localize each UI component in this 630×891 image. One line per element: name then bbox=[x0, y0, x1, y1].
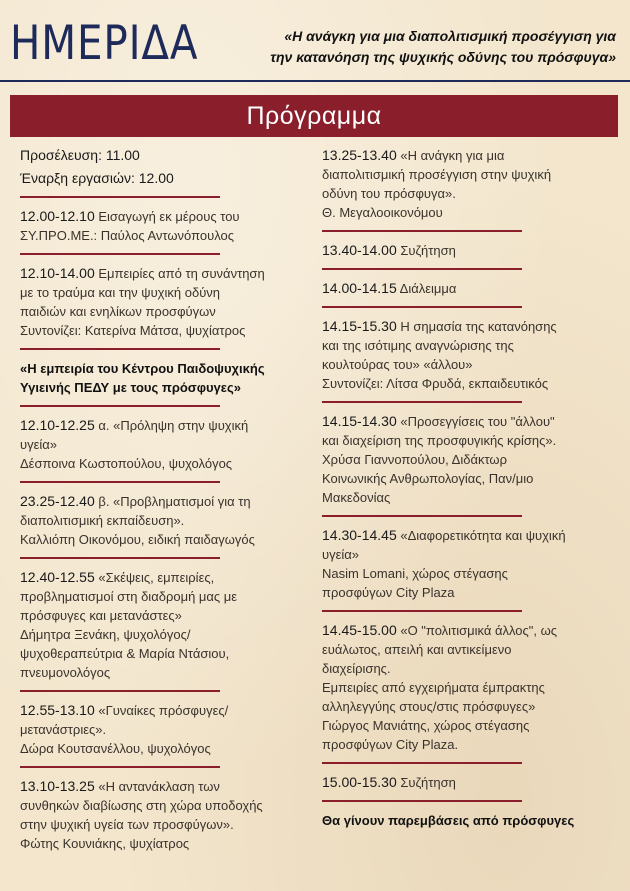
entry-text: Εμπειρίες από τη συνάντηση bbox=[94, 266, 265, 281]
program-entry bbox=[322, 621, 609, 754]
program-entry bbox=[20, 416, 307, 473]
entry-moderator: Συντονίζει: Κατερίνα Μάτσα, ψυχίατρος bbox=[20, 323, 246, 338]
divider bbox=[20, 557, 220, 559]
entry-time: 13.40-14.00 bbox=[322, 242, 397, 258]
program-column-right bbox=[322, 146, 609, 830]
entry-text: παιδιών και ενηλίκων προσφύγων bbox=[20, 304, 216, 319]
divider bbox=[20, 481, 220, 483]
entry-time: 14.30-14.45 bbox=[322, 527, 397, 543]
divider bbox=[20, 196, 220, 198]
divider bbox=[322, 610, 522, 612]
entry-text: α. «Πρόληψη στην ψυχική bbox=[94, 418, 249, 433]
divider bbox=[322, 306, 522, 308]
page-title: ΗΜΕΡΙΔΑ bbox=[10, 16, 199, 71]
tagline-line: την κατανόηση της ψυχικής οδύνης του πρόσφυγα» bbox=[270, 49, 616, 65]
program-entry bbox=[322, 279, 609, 298]
entry-text: πρόσφυγες και μετανάστες» bbox=[20, 608, 182, 623]
program-entry bbox=[20, 207, 307, 245]
entry-speaker: Nasim Lomani, χώρος στέγασης bbox=[322, 566, 508, 581]
entry-time: 12.55-13.10 bbox=[20, 702, 95, 718]
section-heading: «Η εμπειρία του Κέντρου Παιδοψυχικής Υγιεινής ΠΕΔΥ με τους πρόσφυγες» bbox=[20, 361, 265, 395]
entry-speaker: Καλλιόπη Οικονόμου, ειδική παιδαγωγός bbox=[20, 532, 255, 547]
entry-text: β. «Προβληματισμοί για τη bbox=[94, 494, 251, 509]
program-entry bbox=[20, 777, 307, 853]
closing-note: Θα γίνουν παρεμβάσεις από πρόσφυγες bbox=[322, 813, 575, 828]
entry-moderator: Συντονίζει: Λίτσα Φρυδά, εκπαιδευτικός bbox=[322, 376, 549, 391]
entry-text: και της ισότιμης αναγνώρισης της bbox=[322, 338, 514, 353]
entry-text: υγεία» bbox=[322, 547, 360, 562]
entry-time: 23.25-12.40 bbox=[20, 493, 95, 509]
entry-text: Η σημασία της κατανόησης bbox=[396, 319, 557, 334]
entry-text: διαπολιτισμική εκπαίδευση». bbox=[20, 513, 185, 528]
program-entry bbox=[20, 492, 307, 549]
entry-speaker: Δέσποινα Κωστοπούλου, ψυχολόγος bbox=[20, 456, 233, 471]
divider bbox=[20, 766, 220, 768]
entry-text: και διαχείριση της προσφυγικής κρίσης». bbox=[322, 433, 557, 448]
entry-text: «Σκέψεις, εμπειρίες, bbox=[94, 570, 215, 585]
entry-text: οδύνη του πρόσφυγα». bbox=[322, 186, 456, 201]
entry-time: 13.10-13.25 bbox=[20, 778, 95, 794]
entry-text: διαπολιτισμική προσέγγιση στην ψυχική bbox=[322, 167, 552, 182]
entry-text: ευάλωτος, απειλή και αντικείμενο bbox=[322, 642, 512, 657]
entry-text: Διάλειμμα bbox=[396, 281, 457, 296]
entry-text: Εισαγωγή εκ μέρους του bbox=[94, 209, 240, 224]
tagline-line: «Η ανάγκη για μια διαπολιτισμική προσέγγιση για bbox=[284, 28, 616, 44]
entry-text: συνθηκών διαβίωσης στη χώρα υποδοχής bbox=[20, 798, 263, 813]
entry-time: 12.10-14.00 bbox=[20, 265, 95, 281]
entry-text: αλληλεγγύης στους/στις πρόσφυγες» bbox=[322, 699, 536, 714]
entry-time: 12.40-12.55 bbox=[20, 569, 95, 585]
entry-time: 12.10-12.25 bbox=[20, 417, 95, 433]
entry-time: 14.45-15.00 bbox=[322, 622, 397, 638]
event-tagline bbox=[241, 26, 616, 68]
entry-text: «Ο "πολιτισμικά άλλος", ως bbox=[396, 623, 558, 638]
entry-time: 15.00-15.30 bbox=[322, 774, 397, 790]
entry-text: Συζήτηση bbox=[396, 775, 456, 790]
entry-text: κουλτούρας του» «άλλου» bbox=[322, 357, 473, 372]
entry-time: 13.25-13.40 bbox=[322, 147, 397, 163]
entry-speaker: προσφύγων City Plaza. bbox=[322, 737, 459, 752]
divider bbox=[322, 230, 522, 232]
header-divider bbox=[0, 80, 630, 82]
entry-text: Εμπειρίες από εγχειρήματα έμπρακτης bbox=[322, 680, 545, 695]
entry-speaker: Δώρα Κουτσανέλλου, ψυχολόγος bbox=[20, 741, 211, 756]
divider bbox=[322, 762, 522, 764]
entry-speaker: Θ. Μεγαλοοικονόμου bbox=[322, 205, 443, 220]
entry-speaker: Μακεδονίας bbox=[322, 490, 391, 505]
program-entry bbox=[322, 526, 609, 602]
entry-time: 14.15-14.30 bbox=[322, 413, 397, 429]
program-entry bbox=[322, 773, 609, 792]
program-column-left bbox=[20, 146, 307, 853]
start-time: Έναρξη εργασιών: 12.00 bbox=[20, 170, 174, 186]
program-entry bbox=[322, 317, 609, 393]
divider bbox=[20, 253, 220, 255]
entry-speaker: Χρύσα Γιαννοπούλου, Διδάκτωρ bbox=[322, 452, 507, 467]
entry-text: Συζήτηση bbox=[396, 243, 456, 258]
divider bbox=[322, 515, 522, 517]
program-entry bbox=[322, 146, 609, 222]
entry-text: μετανάστριες». bbox=[20, 722, 107, 737]
entry-text: με το τραύμα και την ψυχική οδύνη bbox=[20, 285, 221, 300]
entry-text: προβληματισμοί στη διαδρομή μας με bbox=[20, 589, 238, 604]
entry-time: 14.15-15.30 bbox=[322, 318, 397, 334]
entry-time: 14.00-14.15 bbox=[322, 280, 397, 296]
entry-text: «Διαφορετικότητα και ψυχική bbox=[396, 528, 566, 543]
entry-speaker: Δήμητρα Ξενάκη, ψυχολόγος/ bbox=[20, 627, 191, 642]
entry-speaker: πνευμονολόγος bbox=[20, 665, 111, 680]
divider bbox=[20, 405, 220, 407]
entry-text: διαχείρισης. bbox=[322, 661, 391, 676]
banner-label: Πρόγραμμα bbox=[246, 101, 382, 130]
divider bbox=[322, 401, 522, 403]
entry-time: 12.00-12.10 bbox=[20, 208, 95, 224]
program-entry bbox=[20, 264, 307, 340]
program-entry bbox=[322, 412, 609, 507]
entry-text: στην ψυχική υγεία των προσφύγων». bbox=[20, 817, 234, 832]
header bbox=[0, 0, 630, 84]
divider bbox=[20, 690, 220, 692]
entry-text: «Γυναίκες πρόσφυγες/ bbox=[94, 703, 229, 718]
entry-speaker: Γιώργος Μανιάτης, χώρος στέγασης bbox=[322, 718, 530, 733]
entry-text: ΣΥ.ΠΡΟ.ΜΕ.: Παύλος Αντωνόπουλος bbox=[20, 228, 234, 243]
program-entry bbox=[322, 241, 609, 260]
entry-speaker: Κοινωνικής Ανθρωπολογίας, Παν/μιο bbox=[322, 471, 534, 486]
divider bbox=[20, 348, 220, 350]
divider bbox=[322, 800, 522, 802]
program-entry bbox=[20, 568, 307, 682]
arrival-time: Προσέλευση: 11.00 bbox=[20, 147, 140, 163]
program-banner bbox=[10, 95, 618, 137]
entry-text: «Η ανάγκη για μια bbox=[396, 148, 505, 163]
entry-speaker: προσφύγων City Plaza bbox=[322, 585, 455, 600]
entry-text: «Η αντανάκλαση των bbox=[94, 779, 220, 794]
program-entry bbox=[20, 701, 307, 758]
entry-text: υγεία» bbox=[20, 437, 58, 452]
entry-speaker: Φώτης Κουνιάκης, ψυχίατρος bbox=[20, 836, 190, 851]
entry-speaker: ψυχοθεραπεύτρια & Μαρία Ντάσιου, bbox=[20, 646, 230, 661]
divider bbox=[322, 268, 522, 270]
entry-text: «Προσεγγίσεις του "άλλου" bbox=[396, 414, 555, 429]
